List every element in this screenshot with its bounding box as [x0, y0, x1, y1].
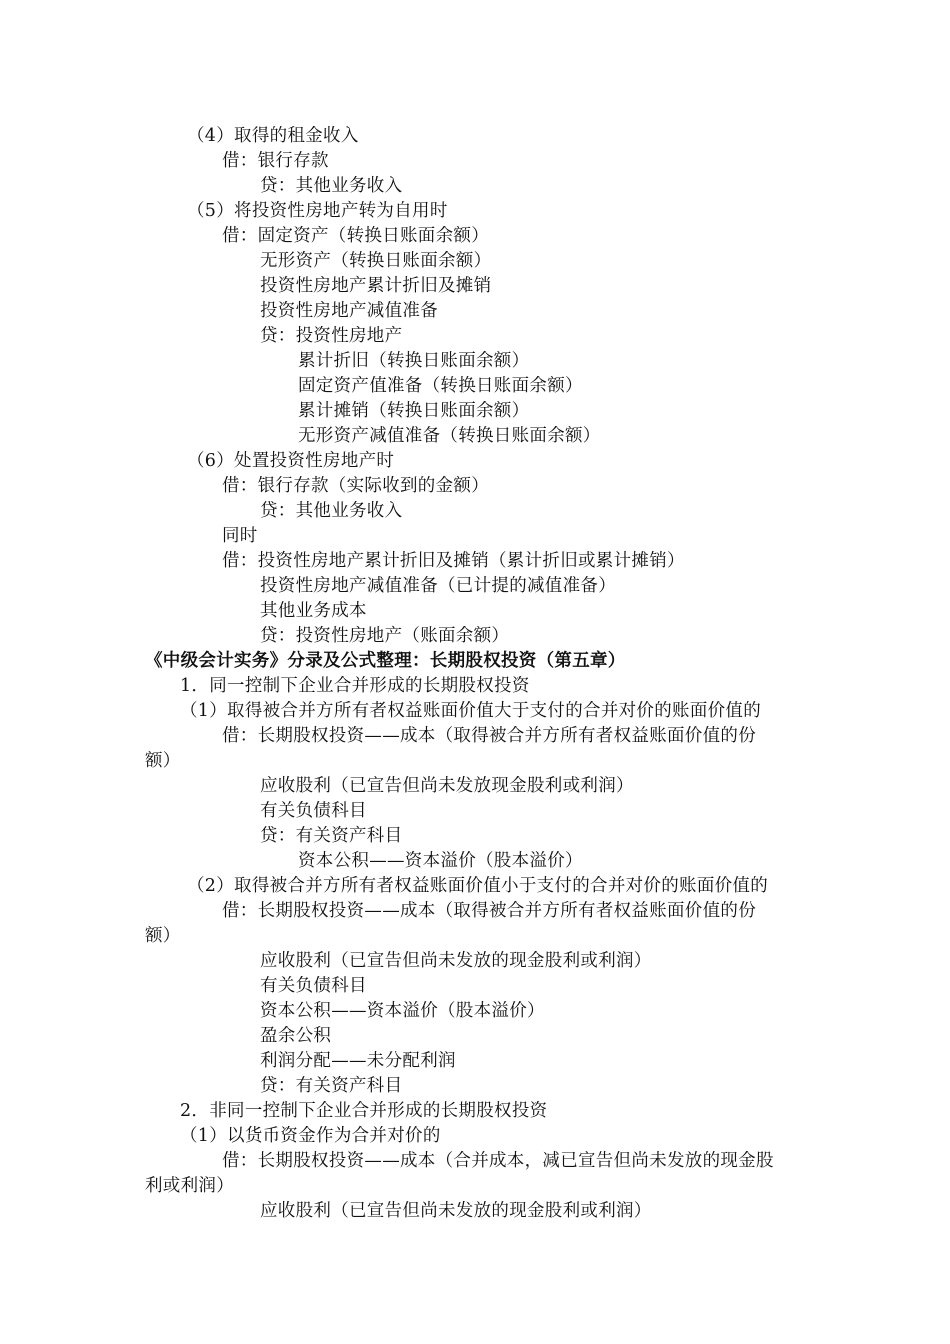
entry-line: 累计折旧（转换日账面余额） — [298, 351, 530, 371]
entry-line: 累计摊销（转换日账面余额） — [298, 401, 530, 421]
item-heading: （2）取得被合并方所有者权益账面价值小于支付的合并对价的账面价值的 — [187, 876, 769, 896]
entry-line: 投资性房地产减值准备 — [260, 301, 438, 321]
subsection-heading: 2．非同一控制下企业合并形成的长期股权投资 — [180, 1101, 548, 1121]
entry-line: 有关负债科目 — [260, 801, 367, 821]
entry-line: 应收股利（已宣告但尚未发放的现金股利或利润） — [260, 1201, 652, 1221]
entry-line: 无形资产减值准备（转换日账面余额） — [298, 426, 601, 446]
wrapped-line: 额） — [145, 751, 181, 771]
item-4-heading: （4）取得的租金收入 — [187, 126, 359, 146]
entry-line: 资本公积——资本溢价（股本溢价） — [260, 1001, 545, 1021]
debit-line: 借：投资性房地产累计折旧及摊销（累计折旧或累计摊销） — [222, 551, 685, 571]
item-5-heading: （5）将投资性房地产转为自用时 — [187, 201, 448, 221]
credit-line: 贷：投资性房地产 — [260, 326, 403, 346]
entry-line: 投资性房地产减值准备（已计提的减值准备） — [260, 576, 616, 596]
debit-line: 借：固定资产（转换日账面余额） — [222, 226, 489, 246]
entry-line: 资本公积——资本溢价（股本溢价） — [298, 851, 583, 871]
item-heading: （1）以货币资金作为合并对价的 — [180, 1126, 441, 1146]
debit-line: 借：长期股权投资——成本（取得被合并方所有者权益账面价值的份 — [222, 901, 756, 921]
entry-line: 固定资产值准备（转换日账面余额） — [298, 376, 583, 396]
wrapped-line: 利或利润） — [145, 1176, 234, 1196]
entry-line: 盈余公积 — [260, 1026, 332, 1046]
entry-line: 其他业务成本 — [260, 601, 367, 621]
credit-line: 贷：有关资产科目 — [260, 1076, 403, 1096]
section-title: 《中级会计实务》分录及公式整理：长期股权投资（第五章） — [145, 651, 626, 671]
entry-line: 利润分配——未分配利润 — [260, 1051, 456, 1071]
entry-line: 投资性房地产累计折旧及摊销 — [260, 276, 492, 296]
credit-line: 贷：投资性房地产（账面余额） — [260, 626, 510, 646]
debit-line: 借：长期股权投资——成本（合并成本，减已宣告但尚未发放的现金股 — [222, 1151, 774, 1171]
entry-line: 有关负债科目 — [260, 976, 367, 996]
debit-line: 借：银行存款 — [222, 151, 329, 171]
debit-line: 借：银行存款（实际收到的金额） — [222, 476, 489, 496]
entry-line: 无形资产（转换日账面余额） — [260, 251, 492, 271]
entry-line: 同时 — [222, 526, 258, 546]
entry-line: 应收股利（已宣告但尚未发放现金股利或利润） — [260, 776, 634, 796]
entry-line: 应收股利（已宣告但尚未发放的现金股利或利润） — [260, 951, 652, 971]
credit-line: 贷：其他业务收入 — [260, 176, 403, 196]
credit-line: 贷：其他业务收入 — [260, 501, 403, 521]
item-6-heading: （6）处置投资性房地产时 — [187, 451, 395, 471]
wrapped-line: 额） — [145, 926, 181, 946]
subsection-heading: 1．同一控制下企业合并形成的长期股权投资 — [180, 676, 530, 696]
debit-line: 借：长期股权投资——成本（取得被合并方所有者权益账面价值的份 — [222, 726, 756, 746]
item-heading: （1）取得被合并方所有者权益账面价值大于支付的合并对价的账面价值的 — [180, 701, 762, 721]
credit-line: 贷：有关资产科目 — [260, 826, 403, 846]
